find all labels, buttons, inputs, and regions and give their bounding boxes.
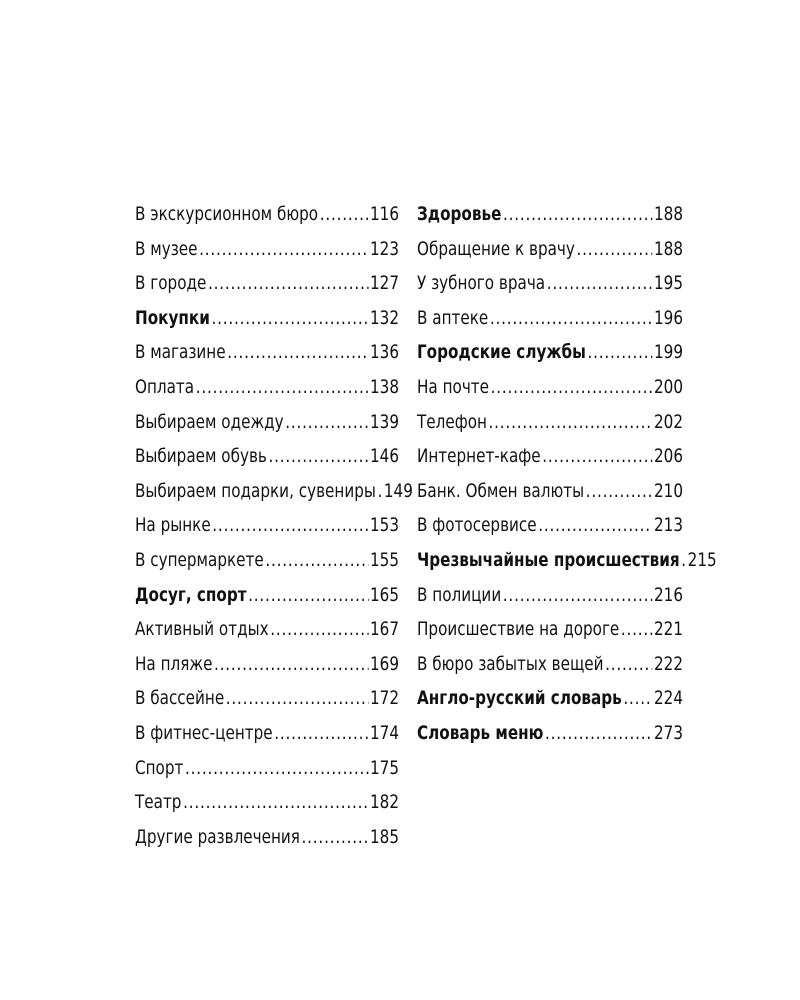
dot-leader [185, 751, 368, 786]
toc-entry-page-number: 224 [653, 687, 683, 710]
dot-leader [542, 439, 652, 474]
toc-entry-page-number: 165 [369, 583, 399, 606]
dot-leader [196, 370, 369, 405]
dot-leader [265, 543, 368, 578]
toc-entry [135, 232, 399, 267]
toc-entry [135, 820, 399, 855]
toc-entry-page-number: 169 [369, 652, 399, 675]
toc-entry [135, 266, 399, 301]
toc-entry-title: В музее [135, 237, 198, 260]
dot-leader [605, 647, 652, 682]
dot-leader [587, 335, 652, 370]
toc-entry [417, 647, 683, 682]
toc-entry-title: В бассейне [135, 687, 225, 710]
dot-leader [248, 578, 368, 613]
toc-entry [417, 508, 683, 543]
toc-entry-title: Англо-русский словарь [417, 687, 622, 710]
toc-section-heading [417, 335, 683, 370]
toc-section-heading [417, 543, 717, 578]
toc-section-heading [135, 301, 399, 336]
toc-entry-page-number: 195 [653, 272, 683, 295]
toc-entry-title: В супермаркете [135, 548, 264, 571]
toc-entry-page-number: 153 [369, 514, 399, 537]
toc-entry [135, 197, 399, 232]
toc-entry-title: На пляже [135, 652, 213, 675]
toc-entry-title: В магазине [135, 341, 226, 364]
toc-entry [417, 301, 683, 336]
toc-entry [135, 647, 399, 682]
toc-entry-title: В фитнес-центре [135, 721, 273, 744]
toc-entry-page-number: 155 [369, 548, 399, 571]
toc-entry [417, 578, 683, 613]
dot-leader [226, 681, 369, 716]
toc-entry [135, 508, 399, 543]
toc-entry-title: Другие развлечения [135, 825, 300, 848]
toc-entry [135, 543, 399, 578]
toc-entry-title: В фотосервисе [417, 514, 537, 537]
toc-right-column [417, 197, 717, 751]
dot-leader [227, 335, 368, 370]
toc-entry-page-number: 210 [653, 479, 683, 502]
toc-entry-page-number: 216 [653, 583, 683, 606]
toc-entry-title: В аптеке [417, 306, 489, 329]
toc-entry [135, 716, 399, 751]
toc-entry-title: Обращение к врачу [417, 237, 575, 260]
dot-leader [208, 266, 368, 301]
toc-entry [135, 681, 399, 716]
toc-entry-page-number: 273 [653, 721, 683, 744]
toc-entry-page-number: 199 [653, 341, 683, 364]
toc-entry-page-number: 206 [653, 445, 683, 468]
toc-entry-page-number: 123 [369, 237, 399, 260]
toc-entry-title: В городе [135, 272, 207, 295]
toc-entry-title: Здоровье [417, 203, 502, 225]
toc-entry-page-number: 188 [653, 203, 683, 225]
toc-entry-page-number: 132 [369, 306, 399, 329]
toc-entry [417, 612, 683, 647]
toc-entry-title: Интернет-кафе [417, 445, 541, 468]
toc-entry-page-number: 202 [653, 410, 683, 433]
toc-entry-title: На почте [417, 375, 489, 398]
dot-leader [538, 508, 652, 543]
dot-leader [211, 301, 368, 336]
toc-entry-page-number: 221 [653, 618, 683, 641]
dot-leader [183, 785, 368, 820]
toc-entry-page-number: 149 [383, 479, 413, 502]
dot-leader [545, 716, 652, 751]
toc-section-heading [417, 716, 683, 751]
dot-leader [274, 716, 368, 751]
toc-entry-page-number: 200 [653, 375, 683, 398]
toc-entry [135, 405, 399, 440]
dot-leader [490, 301, 653, 336]
toc-entry-title: Активный отдых [135, 618, 269, 641]
toc-section-heading [417, 197, 683, 232]
toc-entry [135, 785, 399, 820]
toc-left-column [135, 197, 413, 854]
dot-leader [621, 612, 653, 647]
dot-leader [623, 681, 652, 716]
toc-entry-page-number: 172 [369, 687, 399, 710]
dot-leader [377, 474, 382, 509]
toc-entry-page-number: 146 [369, 445, 399, 468]
toc-entry [135, 335, 399, 370]
toc-entry [417, 232, 683, 267]
toc-entry-page-number: 167 [369, 618, 399, 641]
toc-entry-title: Досуг, спорт [135, 583, 247, 606]
toc-section-heading [417, 681, 683, 716]
toc-entry-title: Словарь меню [417, 721, 544, 744]
toc-entry-page-number: 136 [369, 341, 399, 364]
toc-entry-title: Спорт [135, 756, 184, 779]
dot-leader [199, 232, 368, 267]
toc-entry-page-number: 196 [653, 306, 683, 329]
toc-entry-title: На рынке [135, 514, 211, 537]
dot-leader [489, 405, 653, 440]
dot-leader [586, 474, 653, 509]
toc-entry [417, 474, 683, 509]
toc-entry-page-number: 138 [369, 375, 399, 398]
toc-entry-page-number: 182 [369, 791, 399, 814]
toc-entry-page-number: 174 [369, 721, 399, 744]
toc-entry-title: Городские службы [417, 341, 586, 364]
dot-leader [270, 612, 368, 647]
toc-entry [135, 474, 413, 509]
toc-entry [135, 751, 399, 786]
toc-entry-page-number: 188 [653, 237, 683, 260]
toc-entry-title: Театр [135, 791, 182, 814]
toc-entry-page-number: 213 [653, 514, 683, 537]
toc-entry [417, 370, 683, 405]
toc-entry-title: Банк. Обмен валюты [417, 479, 585, 502]
toc-entry [417, 439, 683, 474]
dot-leader [547, 266, 653, 301]
toc-entry-title: У зубного врача [417, 272, 546, 295]
dot-leader [681, 543, 686, 578]
dot-leader [576, 232, 652, 267]
dot-leader [285, 405, 368, 440]
toc-entry-title: Чрезвычайные происшествия [417, 548, 680, 571]
toc-entry-title: Телефон [417, 410, 487, 433]
toc-entry-page-number: 222 [653, 652, 683, 675]
dot-leader [268, 439, 368, 474]
toc-entry [135, 370, 399, 405]
dot-leader [503, 578, 653, 613]
toc-entry-title: Выбираем одежду [135, 410, 284, 433]
toc-entry-title: Выбираем подарки, сувениры [135, 479, 376, 502]
toc-entry-title: В экскурсионном бюро [135, 203, 319, 225]
toc-entry [417, 405, 683, 440]
dot-leader [320, 197, 369, 232]
toc-section-heading [135, 578, 399, 613]
toc-entry-title: Покупки [135, 306, 210, 329]
toc-entry [135, 439, 399, 474]
toc-entry-page-number: 139 [369, 410, 399, 433]
toc-entry-title: Происшествие на дороге [417, 618, 620, 641]
toc-entry-title: Оплата [135, 375, 195, 398]
toc-entry-page-number: 215 [687, 548, 717, 571]
toc-entry-page-number: 116 [369, 203, 399, 225]
toc-entry [135, 612, 399, 647]
toc-entry-page-number: 185 [369, 825, 399, 848]
dot-leader [212, 508, 368, 543]
toc-entry-title: В полиции [417, 583, 502, 606]
toc-entry-title: В бюро забытых вещей [417, 652, 604, 675]
toc-entry [417, 266, 683, 301]
dot-leader [491, 370, 653, 405]
dot-leader [302, 820, 369, 855]
toc-entry-title: Выбираем обувь [135, 445, 267, 468]
toc-entry-page-number: 175 [369, 756, 399, 779]
dot-leader [503, 197, 652, 232]
dot-leader [214, 647, 368, 682]
toc-entry-page-number: 127 [369, 272, 399, 295]
